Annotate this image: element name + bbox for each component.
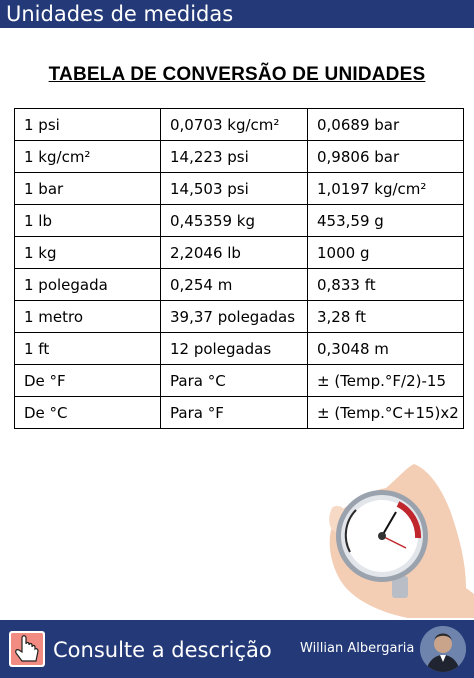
table-cell: ± (Temp.°C+15)x2 [308, 397, 464, 429]
table-row [15, 237, 464, 269]
table-row [15, 333, 464, 365]
table-cell: 1,0197 kg/cm² [308, 173, 464, 205]
author-name: Willian Albergaria [300, 641, 415, 656]
table-cell: 0,833 ft [308, 269, 464, 301]
page-heading-text: TABELA DE CONVERSÃO DE UNIDADES [48, 64, 426, 85]
table-row [15, 141, 464, 173]
pressure-gauge-icon [326, 464, 474, 618]
conversion-table [14, 108, 464, 429]
table-cell: ± (Temp.°F/2)-15 [308, 365, 464, 397]
table-cell: 453,59 g [308, 205, 464, 237]
table-cell: 1 psi [15, 109, 161, 141]
table-cell: 0,254 m [161, 269, 308, 301]
table-cell: 1 lb [15, 205, 161, 237]
table-row [15, 205, 464, 237]
table-cell: Para °F [161, 397, 308, 429]
footer-bar [0, 620, 474, 678]
table-row [15, 397, 464, 429]
table-cell: 12 polegadas [161, 333, 308, 365]
table-cell: 0,0703 kg/cm² [161, 109, 308, 141]
avatar [420, 626, 466, 672]
table-row [15, 269, 464, 301]
header-title: Unidades de medidas [6, 2, 234, 26]
page-heading [0, 64, 474, 86]
table-cell: 1 metro [15, 301, 161, 333]
table-cell: 0,9806 bar [308, 141, 464, 173]
table-cell: 1 kg [15, 237, 161, 269]
table-cell: 1 kg/cm² [15, 141, 161, 173]
table-row [15, 173, 464, 205]
table-cell: 1 bar [15, 173, 161, 205]
table-row [15, 301, 464, 333]
table-row [15, 365, 464, 397]
table-cell: 14,503 psi [161, 173, 308, 205]
consult-description-link[interactable]: Consulte a descrição [53, 638, 272, 662]
table-cell: 14,223 psi [161, 141, 308, 173]
table-cell: De °C [15, 397, 161, 429]
table-cell: 0,0689 bar [308, 109, 464, 141]
table-cell: 2,2046 lb [161, 237, 308, 269]
table-cell: 1000 g [308, 237, 464, 269]
table-row [15, 109, 464, 141]
table-cell: Para °C [161, 365, 308, 397]
table-cell: 3,28 ft [308, 301, 464, 333]
table-cell: 39,37 polegadas [161, 301, 308, 333]
table-cell: 0,45359 kg [161, 205, 308, 237]
table-cell: De °F [15, 365, 161, 397]
table-cell: 1 polegada [15, 269, 161, 301]
table-cell: 0,3048 m [308, 333, 464, 365]
table-cell: 1 ft [15, 333, 161, 365]
header-bar [0, 0, 474, 28]
hand-pointer-icon [8, 630, 46, 668]
gauge-illustration [326, 464, 474, 618]
